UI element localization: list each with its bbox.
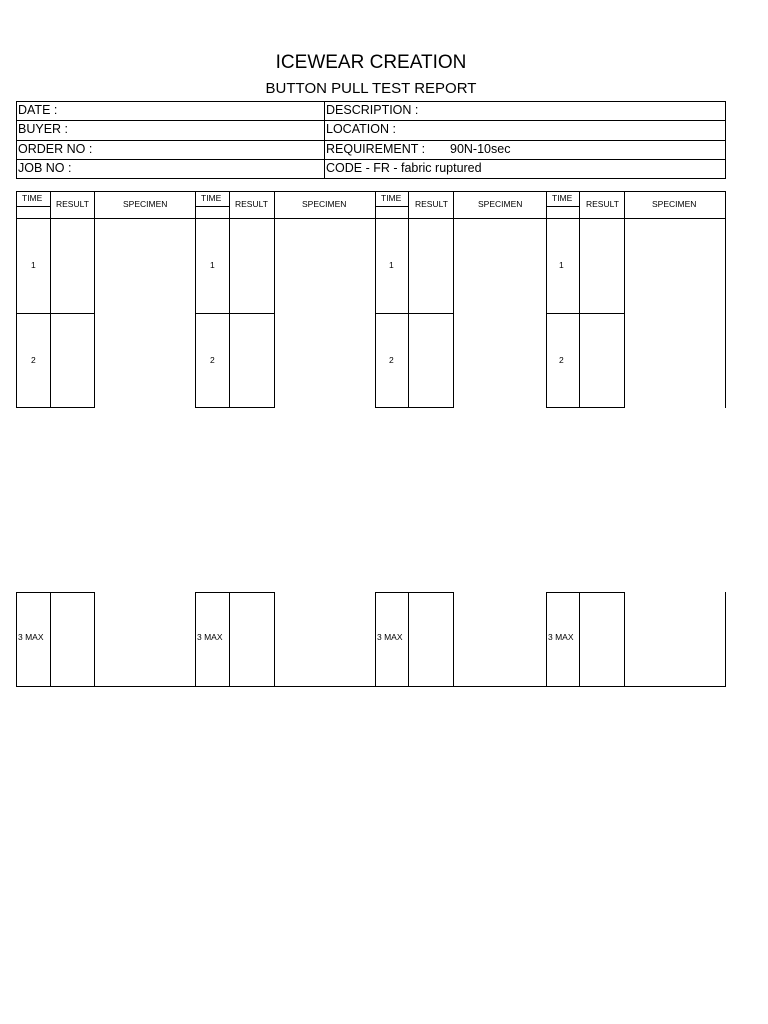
header-left-edge [16,191,17,219]
buyer-label: BUYER : [18,122,69,136]
row-label-1: 1 [559,260,564,270]
col-time-header: TIME [22,193,43,203]
row-label-2: 2 [31,355,36,365]
result-cell [579,218,625,314]
header-divider [453,191,454,219]
result-cell [408,592,454,687]
requirement-label: REQUIREMENT : [326,142,426,156]
row-label-3: 3 MAX [548,632,574,642]
header-divider [229,191,230,219]
row-label-2: 2 [389,355,394,365]
col-time-header: TIME [381,193,402,203]
job-no-label: JOB NO : [18,161,72,175]
col-specimen-header: SPECIMEN [478,199,523,209]
col-result-header: RESULT [56,199,89,209]
header-divider [408,191,409,219]
col-time-header: TIME [201,193,222,203]
header-divider [624,191,625,219]
result-cell [229,592,275,687]
result-cell [229,313,275,408]
col-result-header: RESULT [235,199,268,209]
header-divider [50,191,51,219]
location-label: LOCATION : [326,122,396,136]
grid-right-edge [725,191,726,408]
requirement-value: 90N-10sec [450,142,511,156]
result-cell [579,592,625,687]
col-specimen-header: SPECIMEN [302,199,347,209]
description-label: DESCRIPTION : [326,103,419,117]
result-cell [50,592,95,687]
result-cell [50,313,95,408]
code-text: CODE - FR - fabric ruptured [326,161,482,175]
date-label: DATE : [18,103,58,117]
header-divider [195,191,196,219]
result-cell [408,313,454,408]
row-label-2: 2 [210,355,215,365]
row-label-1: 1 [389,260,394,270]
row-label-1: 1 [210,260,215,270]
header-divider [579,191,580,219]
header-divider [375,191,376,219]
header-divider [546,191,547,219]
col-result-header: RESULT [415,199,448,209]
order-no-label: ORDER NO : [18,142,93,156]
result-cell [408,218,454,314]
row-label-3: 3 MAX [18,632,44,642]
row-label-3: 3 MAX [197,632,223,642]
col-result-header: RESULT [586,199,619,209]
time-underline [546,206,580,207]
col-specimen-header: SPECIMEN [652,199,697,209]
time-underline [375,206,409,207]
time-underline [195,206,230,207]
row-label-1: 1 [31,260,36,270]
header-divider [274,191,275,219]
result-cell [229,218,275,314]
lower-right-edge [725,592,726,687]
header-divider [94,191,95,219]
result-cell [579,313,625,408]
col-specimen-header: SPECIMEN [123,199,168,209]
result-cell [50,218,95,314]
company-title: ICEWEAR CREATION [275,52,467,73]
report-title: BUTTON PULL TEST REPORT [265,80,477,97]
time-underline [16,206,51,207]
header-top-line [16,191,726,192]
row-label-2: 2 [559,355,564,365]
row-label-3: 3 MAX [377,632,403,642]
col-time-header: TIME [552,193,573,203]
